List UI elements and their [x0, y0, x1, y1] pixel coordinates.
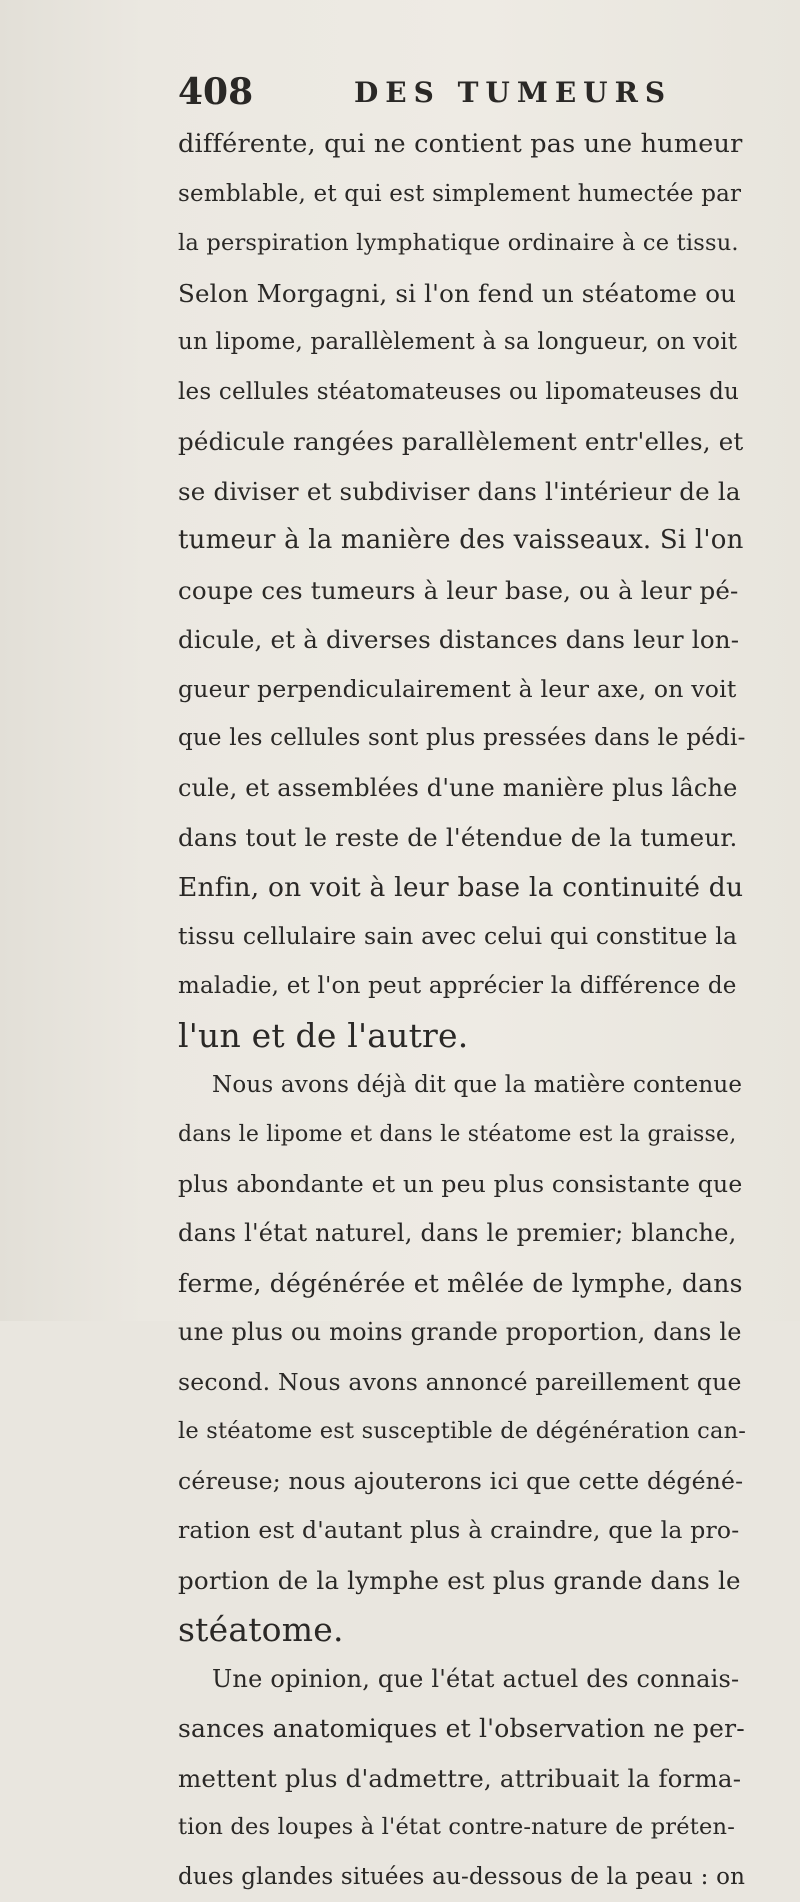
text-line: mettent plus d'admettre, attribuait la forma-	[178, 1754, 746, 1804]
text-line: second. Nous avons annoncé pareillement que	[178, 1358, 746, 1408]
text-line: un lipome, parallèlement à sa longueur, on voit	[178, 318, 746, 368]
text-line: les cellules stéatomateuses ou lipomateuses du	[178, 368, 746, 418]
text-line: portion de la lymphe est plus grande dans le	[178, 1556, 746, 1606]
text-line: Selon Morgagni, si l'on fend un stéatome ou	[178, 269, 746, 319]
text-line: tissu cellulaire sain avec celui qui constitue la	[178, 912, 746, 962]
text-line: maladie, et l'on peut apprécier la différence de	[178, 962, 746, 1012]
text-line: différente, qui ne contient pas une humeur	[178, 120, 746, 170]
text-line: plus abondante et un peu plus consistante que	[178, 1160, 746, 1210]
text-line: stéatome.	[178, 1605, 746, 1655]
page-header	[178, 72, 738, 112]
text-line: le stéatome est susceptible de dégénération can-	[178, 1407, 746, 1457]
text-line: dicule, et à diverses distances dans leur lon-	[178, 615, 746, 665]
text-line: dans l'état naturel, dans le premier; blanche,	[178, 1209, 746, 1259]
text-line: Nous avons déjà dit que la matière contenue	[178, 1061, 746, 1111]
text-line: tion des loupes à l'état contre-nature de préten-	[178, 1803, 746, 1853]
text-line: que les cellules sont plus pressées dans le pédi-	[178, 714, 746, 764]
text-line: dues glandes situées au-dessous de la peau : on	[178, 1853, 746, 1902]
text-line: sances anatomiques et l'observation ne per-	[178, 1704, 746, 1754]
text-line: tumeur à la manière des vaisseaux. Si l'on	[178, 516, 746, 566]
text-line: céreuse; nous ajouterons ici que cette dégéné-	[178, 1457, 746, 1507]
text-line: se diviser et subdiviser dans l'intérieur de la	[178, 467, 746, 517]
text-line: la perspiration lymphatique ordinaire à ce tissu.	[178, 219, 746, 269]
text-line: Enfin, on voit à leur base la continuité du	[178, 863, 746, 913]
text-line: semblable, et qui est simplement humectée par	[178, 170, 746, 220]
text-line: coupe ces tumeurs à leur base, ou à leur pé-	[178, 566, 746, 616]
running-title: DES TUMEURS	[354, 75, 672, 111]
page-number: 408	[178, 72, 253, 112]
text-line: une plus ou moins grande proportion, dans le	[178, 1308, 746, 1358]
text-line: dans le lipome et dans le stéatome est la graisse,	[178, 1110, 746, 1160]
text-line: pédicule rangées parallèlement entr'elles, et	[178, 417, 746, 467]
text-line: ferme, dégénérée et mêlée de lymphe, dans	[178, 1259, 746, 1309]
text-line: cule, et assemblées d'une manière plus lâche	[178, 764, 746, 814]
text-line: l'un et de l'autre.	[178, 1011, 746, 1061]
text-line: Une opinion, que l'état actuel des connais-	[178, 1655, 746, 1705]
text-line: ration est d'autant plus à craindre, que la pro-	[178, 1506, 746, 1556]
body-text	[178, 120, 746, 1902]
text-line: dans tout le reste de l'étendue de la tumeur.	[178, 813, 746, 863]
text-line: gueur perpendiculairement à leur axe, on voit	[178, 665, 746, 715]
